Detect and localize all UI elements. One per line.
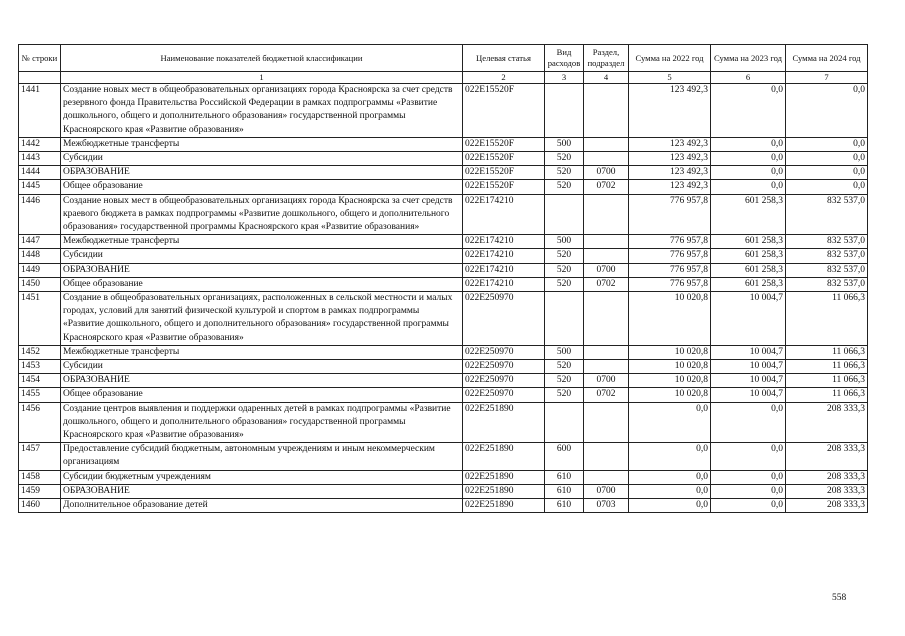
row-expense-kind: 520 [545, 374, 584, 388]
row-name: Субсидии [61, 152, 463, 166]
row-name: Общее образование [61, 180, 463, 194]
row-expense-kind [545, 402, 584, 443]
table-row [19, 360, 868, 374]
row-sum-2024: 0,0 [786, 152, 868, 166]
row-sum-2023: 10 004,7 [711, 292, 786, 346]
row-expense-kind: 600 [545, 443, 584, 470]
row-section [584, 360, 629, 374]
row-sum-2022: 10 020,8 [629, 360, 711, 374]
row-sum-2023: 601 258,3 [711, 263, 786, 277]
column-number: 2 [463, 72, 545, 84]
row-expense-kind: 520 [545, 180, 584, 194]
row-target-article: 022E251890 [463, 484, 545, 498]
table-row [19, 374, 868, 388]
row-section: 0703 [584, 499, 629, 513]
row-sum-2023: 0,0 [711, 443, 786, 470]
row-sum-2024: 832 537,0 [786, 235, 868, 249]
row-sum-2023: 10 004,7 [711, 388, 786, 402]
header-name: Наименование показателей бюджетной классификации [61, 45, 463, 72]
row-number: 1450 [19, 277, 61, 291]
table-row [19, 277, 868, 291]
row-number: 1441 [19, 84, 61, 138]
row-number: 1454 [19, 374, 61, 388]
row-sum-2022: 10 020,8 [629, 292, 711, 346]
row-sum-2024: 832 537,0 [786, 277, 868, 291]
row-expense-kind: 520 [545, 360, 584, 374]
row-name: ОБРАЗОВАНИЕ [61, 263, 463, 277]
table-row [19, 402, 868, 443]
row-target-article: 022E251890 [463, 443, 545, 470]
table-row [19, 166, 868, 180]
row-sum-2022: 776 957,8 [629, 235, 711, 249]
header-target: Целевая статья [463, 45, 545, 72]
row-sum-2022: 0,0 [629, 443, 711, 470]
table-row [19, 292, 868, 346]
table-row [19, 470, 868, 484]
column-number: 6 [711, 72, 786, 84]
row-sum-2024: 11 066,3 [786, 360, 868, 374]
row-sum-2022: 776 957,8 [629, 249, 711, 263]
column-number: 1 [61, 72, 463, 84]
row-sum-2023: 0,0 [711, 484, 786, 498]
row-sum-2023: 601 258,3 [711, 249, 786, 263]
row-expense-kind: 500 [545, 235, 584, 249]
row-section: 0700 [584, 263, 629, 277]
table-row [19, 249, 868, 263]
row-section: 0700 [584, 166, 629, 180]
row-name: Субсидии [61, 249, 463, 263]
column-number: 7 [786, 72, 868, 84]
row-number: 1446 [19, 194, 61, 235]
row-section [584, 292, 629, 346]
table-row [19, 345, 868, 359]
row-name: ОБРАЗОВАНИЕ [61, 374, 463, 388]
row-sum-2024: 11 066,3 [786, 345, 868, 359]
row-sum-2023: 10 004,7 [711, 374, 786, 388]
row-name: Субсидии бюджетным учреждениям [61, 470, 463, 484]
row-number: 1457 [19, 443, 61, 470]
row-expense-kind: 520 [545, 249, 584, 263]
row-sum-2023: 10 004,7 [711, 345, 786, 359]
header-row [19, 45, 868, 72]
row-sum-2024: 832 537,0 [786, 263, 868, 277]
page-number: 558 [832, 593, 847, 603]
row-sum-2023: 0,0 [711, 166, 786, 180]
row-sum-2024: 832 537,0 [786, 194, 868, 235]
row-sum-2022: 776 957,8 [629, 194, 711, 235]
row-sum-2023: 0,0 [711, 137, 786, 151]
row-number: 1451 [19, 292, 61, 346]
table-row [19, 499, 868, 513]
table-row [19, 484, 868, 498]
column-number [19, 72, 61, 84]
row-target-article: 022E250970 [463, 292, 545, 346]
row-section: 0702 [584, 180, 629, 194]
row-expense-kind [545, 194, 584, 235]
row-section [584, 152, 629, 166]
row-sum-2024: 0,0 [786, 84, 868, 138]
row-sum-2024: 208 333,3 [786, 484, 868, 498]
row-sum-2023: 0,0 [711, 499, 786, 513]
column-number: 3 [545, 72, 584, 84]
table-row [19, 194, 868, 235]
row-expense-kind: 610 [545, 484, 584, 498]
row-target-article: 022E15520F [463, 84, 545, 138]
row-target-article: 022E15520F [463, 137, 545, 151]
row-number: 1456 [19, 402, 61, 443]
row-section: 0702 [584, 388, 629, 402]
table-row [19, 443, 868, 470]
row-name: Предоставление субсидий бюджетным, автономным учреждениям и иным некоммерческим организациям [61, 443, 463, 470]
row-number: 1452 [19, 345, 61, 359]
row-name: Создание центров выявления и поддержки одаренных детей в рамках подпрограммы «Развитие дошкольного, общего и дополнительного образования» государственной программы Красноярского края «Развитие образования» [61, 402, 463, 443]
table-body [19, 84, 868, 513]
row-target-article: 022E251890 [463, 499, 545, 513]
header-section: Раздел, подраздел [584, 45, 629, 72]
row-sum-2022: 10 020,8 [629, 345, 711, 359]
row-number: 1444 [19, 166, 61, 180]
row-expense-kind: 520 [545, 263, 584, 277]
row-name: Создание в общеобразовательных организациях, расположенных в сельской местности и малых городах, условий для занятий физической культурой и спортом в рамках подпрограммы «Развитие дошкольного, общего и дополнительного образования» государственной программы Красноярского края «Развитие образования» [61, 292, 463, 346]
row-target-article: 022E174210 [463, 249, 545, 263]
row-sum-2022: 123 492,3 [629, 180, 711, 194]
row-name: ОБРАЗОВАНИЕ [61, 166, 463, 180]
row-target-article: 022E251890 [463, 470, 545, 484]
row-sum-2022: 123 492,3 [629, 166, 711, 180]
row-sum-2022: 123 492,3 [629, 84, 711, 138]
row-sum-2023: 0,0 [711, 470, 786, 484]
row-sum-2024: 208 333,3 [786, 402, 868, 443]
row-name: Общее образование [61, 388, 463, 402]
row-sum-2022: 10 020,8 [629, 374, 711, 388]
row-number: 1442 [19, 137, 61, 151]
row-section [584, 137, 629, 151]
row-number: 1459 [19, 484, 61, 498]
row-name: Общее образование [61, 277, 463, 291]
row-number: 1453 [19, 360, 61, 374]
row-target-article: 022E15520F [463, 166, 545, 180]
row-expense-kind: 520 [545, 166, 584, 180]
row-sum-2023: 0,0 [711, 84, 786, 138]
column-number-row [19, 72, 868, 84]
row-sum-2024: 208 333,3 [786, 443, 868, 470]
row-sum-2023: 0,0 [711, 180, 786, 194]
table-row [19, 137, 868, 151]
row-section [584, 470, 629, 484]
row-sum-2024: 11 066,3 [786, 388, 868, 402]
row-section [584, 84, 629, 138]
row-target-article: 022E250970 [463, 360, 545, 374]
row-number: 1445 [19, 180, 61, 194]
table-row [19, 152, 868, 166]
table-row [19, 180, 868, 194]
row-section [584, 443, 629, 470]
row-number: 1443 [19, 152, 61, 166]
budget-table [18, 44, 868, 513]
row-name: Межбюджетные трансферты [61, 137, 463, 151]
row-target-article: 022E174210 [463, 194, 545, 235]
row-target-article: 022E250970 [463, 388, 545, 402]
row-sum-2022: 776 957,8 [629, 263, 711, 277]
row-section [584, 194, 629, 235]
row-expense-kind [545, 292, 584, 346]
table-row [19, 84, 868, 138]
row-expense-kind: 520 [545, 277, 584, 291]
row-name: Создание новых мест в общеобразовательных организациях города Красноярска за счет средств резервного фонда Правительства Российской Федерации в рамках подпрограммы «Развитие дошкольного, общего и дополнительного образования» государственной программы Красноярского края «Развитие образования» [61, 84, 463, 138]
row-sum-2022: 10 020,8 [629, 388, 711, 402]
row-sum-2023: 601 258,3 [711, 277, 786, 291]
row-sum-2024: 208 333,3 [786, 499, 868, 513]
header-s2024: Сумма на 2024 год [786, 45, 868, 72]
row-expense-kind: 500 [545, 345, 584, 359]
row-sum-2024: 11 066,3 [786, 292, 868, 346]
row-name: Межбюджетные трансферты [61, 235, 463, 249]
row-sum-2024: 832 537,0 [786, 249, 868, 263]
row-number: 1447 [19, 235, 61, 249]
table-row [19, 388, 868, 402]
row-sum-2022: 123 492,3 [629, 152, 711, 166]
row-sum-2022: 0,0 [629, 484, 711, 498]
row-sum-2022: 0,0 [629, 470, 711, 484]
row-name: Создание новых мест в общеобразовательных организациях города Красноярска за счет средств краевого бюджета в рамках подпрограммы «Развитие дошкольного, общего и дополнительного образования» государственной программы Красноярского края «Развитие образования» [61, 194, 463, 235]
row-sum-2023: 601 258,3 [711, 235, 786, 249]
row-sum-2024: 0,0 [786, 137, 868, 151]
row-target-article: 022E174210 [463, 235, 545, 249]
row-number: 1460 [19, 499, 61, 513]
header-s2023: Сумма на 2023 год [711, 45, 786, 72]
row-name: Субсидии [61, 360, 463, 374]
row-name: ОБРАЗОВАНИЕ [61, 484, 463, 498]
row-section [584, 402, 629, 443]
row-number: 1455 [19, 388, 61, 402]
row-target-article: 022E250970 [463, 374, 545, 388]
header-kind: Вид расходов [545, 45, 584, 72]
row-target-article: 022E174210 [463, 277, 545, 291]
header-s2022: Сумма на 2022 год [629, 45, 711, 72]
row-sum-2023: 10 004,7 [711, 360, 786, 374]
row-target-article: 022E251890 [463, 402, 545, 443]
row-sum-2024: 0,0 [786, 166, 868, 180]
row-sum-2023: 0,0 [711, 402, 786, 443]
row-target-article: 022E15520F [463, 152, 545, 166]
row-section: 0700 [584, 484, 629, 498]
row-sum-2023: 0,0 [711, 152, 786, 166]
row-number: 1449 [19, 263, 61, 277]
row-section [584, 249, 629, 263]
row-section: 0700 [584, 374, 629, 388]
row-expense-kind: 610 [545, 499, 584, 513]
row-name: Дополнительное образование детей [61, 499, 463, 513]
row-number: 1448 [19, 249, 61, 263]
row-target-article: 022E174210 [463, 263, 545, 277]
row-sum-2022: 0,0 [629, 402, 711, 443]
row-expense-kind: 520 [545, 388, 584, 402]
row-sum-2022: 776 957,8 [629, 277, 711, 291]
row-expense-kind: 610 [545, 470, 584, 484]
table-row [19, 235, 868, 249]
row-sum-2024: 208 333,3 [786, 470, 868, 484]
row-section [584, 345, 629, 359]
row-sum-2024: 0,0 [786, 180, 868, 194]
row-target-article: 022E15520F [463, 180, 545, 194]
row-section: 0702 [584, 277, 629, 291]
header-num: № строки [19, 45, 61, 72]
table-row [19, 263, 868, 277]
row-section [584, 235, 629, 249]
row-number: 1458 [19, 470, 61, 484]
column-number: 4 [584, 72, 629, 84]
row-sum-2024: 11 066,3 [786, 374, 868, 388]
row-target-article: 022E250970 [463, 345, 545, 359]
row-expense-kind: 520 [545, 152, 584, 166]
row-sum-2023: 601 258,3 [711, 194, 786, 235]
column-number: 5 [629, 72, 711, 84]
row-sum-2022: 0,0 [629, 499, 711, 513]
row-expense-kind: 500 [545, 137, 584, 151]
row-sum-2022: 123 492,3 [629, 137, 711, 151]
row-name: Межбюджетные трансферты [61, 345, 463, 359]
row-expense-kind [545, 84, 584, 138]
